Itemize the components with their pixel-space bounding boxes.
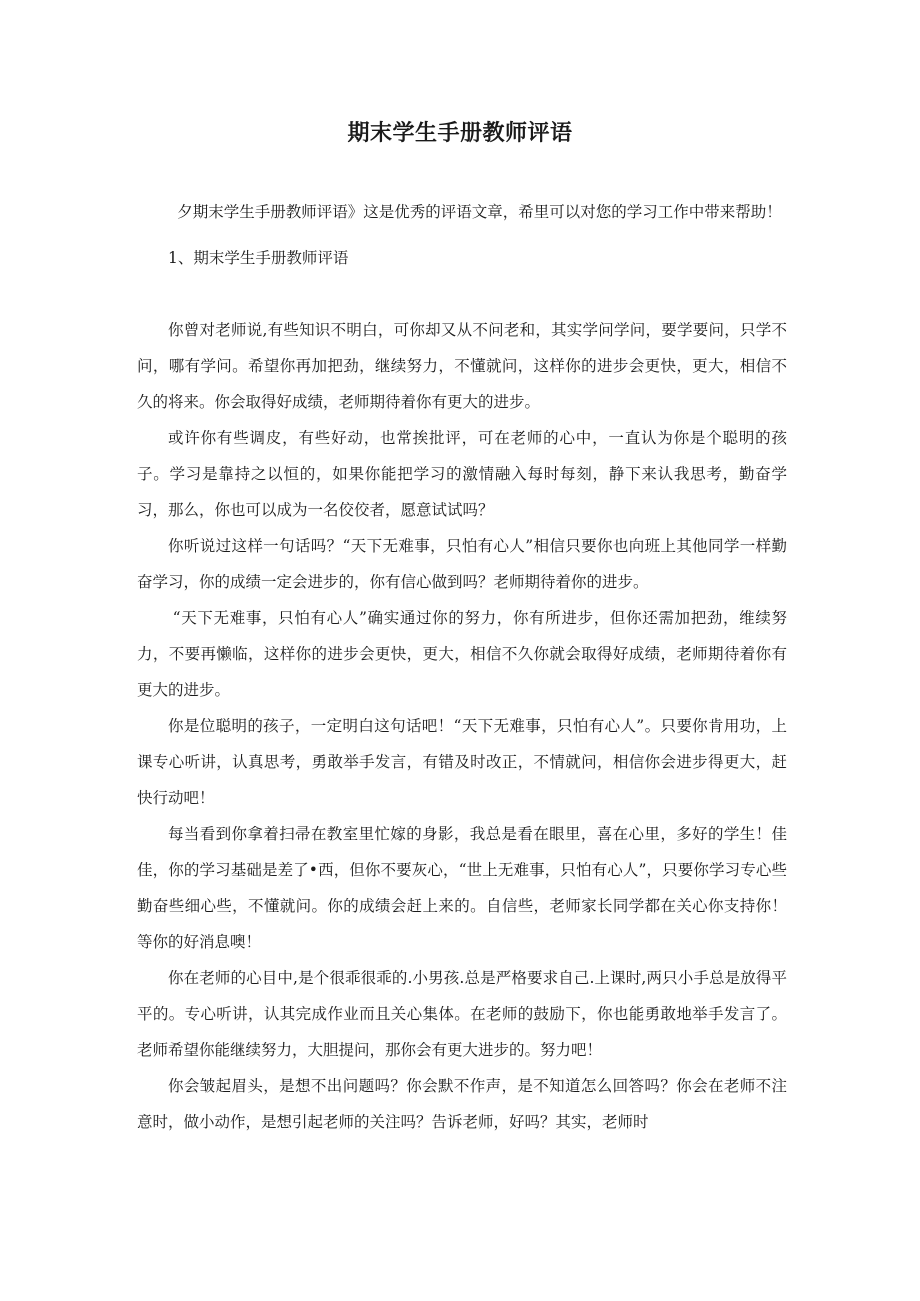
comment-paragraph: 你曾对老师说,有些知识不明白，可你却又从不问老和，其实学问学问，要学要问，只学不问，哪有学问。希望你再加把劲，继续努力，不懂就问，这样你的进步会更快，更大，相信不久的将来。你会取得好成绩，老师期待着你有更大的进步。 bbox=[137, 321, 787, 411]
comment-paragraph: “天下无难事，只怕有心人”确实通过你的努力，你有所进步，但你还需加把劲，维续努力，不要再懒临，这样你的进步会更快，更大，相信不久你就会取得好成绩，老师期待着你有更大的进步。 bbox=[137, 609, 787, 699]
intro-paragraph: 夕期末学生手册教师评语》这是优秀的评语文章，希里可以对您的学习工作中带来帮助！ bbox=[177, 203, 782, 221]
comment-paragraph: 或许你有些调皮，有些好动，也常挨批评，可在老师的心中，一直认为你是个聪明的孩子。学习是靠持之以恒的，如果你能把学习的激情融入每时每刻，静下来认我思考，勤奋学习，那么，你也可以成为一名佼佼者，愿意试试吗？ bbox=[137, 429, 787, 519]
document-body bbox=[137, 194, 787, 1140]
comment-paragraph: 你在老师的心目中,是个很乖很乖的.小男孩.总是严格要求自己.上课时,两只小手总是放得平平的。专心听讲，认其完成作业而且关心集体。在老师的鼓励下，你也能勇敢地举手发言了。老师希望你能继续努力，大胆提问，那你会有更大进步的。努力吧！ bbox=[137, 969, 787, 1059]
document-title: 期末学生手册教师评语 bbox=[347, 121, 573, 146]
comment-paragraph: 你听说过这样一句话吗？“天下无难事，只怕有心人”相信只要你也向班上其他同学一样勤奋学习，你的成绩一定会进步的，你有信心做到吗？老师期待着你的进步。 bbox=[137, 537, 787, 591]
comment-paragraph: 你会皱起眉头，是想不出问题吗？你会默不作声，是不知道怎么回答吗？你会在老师不注意时，做小动作，是想引起老师的关注吗？告诉老师，好吗？其实，老师时 bbox=[137, 1077, 787, 1131]
comment-paragraph: 每当看到你拿着扫帚在教室里忙嫁的身影，我总是看在眼里，喜在心里，多好的学生！佳佳，你的学习基础是差了•西，但你不要灰心，“世上无难事，只怕有心人”，只要你学习专心些勤奋些细心些，不懂就问。你的成绩会赶上来的。自信些，老师家长同学都在关心你支持你！等你的好消息噢！ bbox=[137, 825, 787, 951]
section-heading: 1、期末学生手册教师评语 bbox=[168, 249, 349, 267]
comment-paragraph: 你是位聪明的孩子，一定明白这句话吧！“天下无难事，只怕有心人”。只要你肯用功，上课专心听讲，认真思考，勇敢举手发言，有错及时改正，不情就问，相信你会进步得更大，赶快行动吧！ bbox=[137, 717, 787, 807]
